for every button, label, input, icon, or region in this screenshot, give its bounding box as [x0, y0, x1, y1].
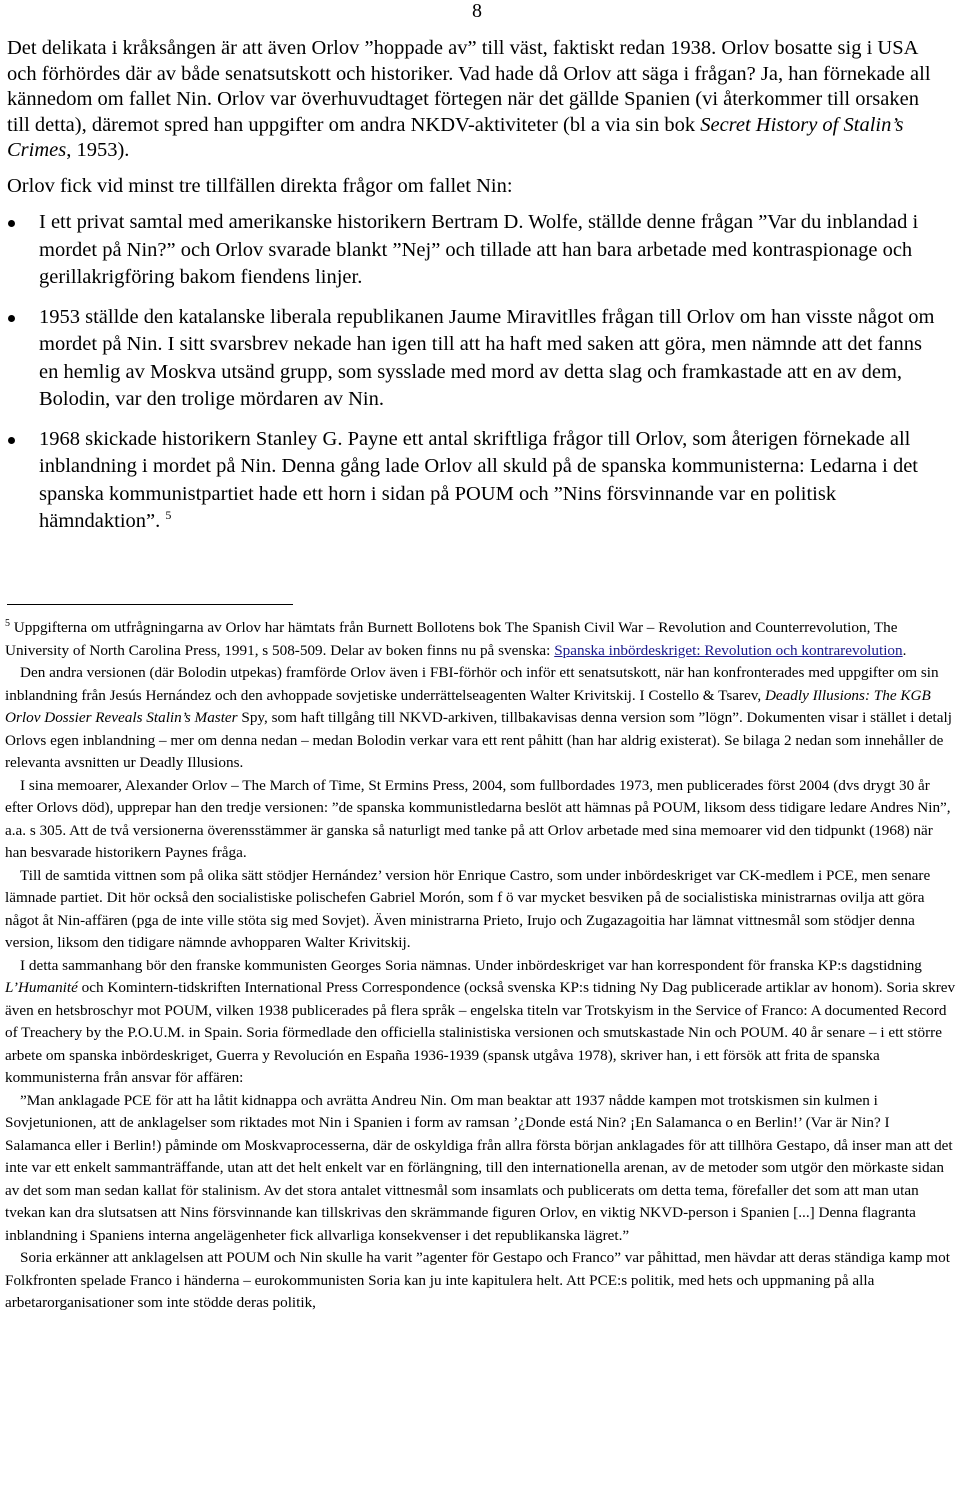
main-text: [7, 36, 943, 548]
footnote-separator: [7, 604, 293, 605]
footnote-paragraph: Till de samtida vittnen som på olika sätt stödjer Hernández’ version hör Enrique Castro, som under inbördeskriget var CK-medlem i PCE, men senare lämnade partiet. Dit hör också den socialistiske polischefen Gabriel Morón, som f ö var mycket besviken på de socialistiska ministrarnas ovilja att göra något åt Nin-affären (pga de inte ville stöta sig med Sovjet). Även ministrarna Prieto, Irujo och Zugazagoitia har lämnat vittnesmål som stödjer denna version, liksom den tidigare nämnde avhopparen Walter Krivitskij.: [5, 866, 931, 951]
intro-paragraph: Det delikata i kråksången är att även Orlov ”hoppade av” till väst, faktiskt redan 1938. Orlov bosatte sig i USA och förhördes där av både senatsutskott och historiker. Vad hade då Orlov att säga i frågan? Ja, han förnekade all kännedom om fallet Nin. Orlov var överhuvudtaget förtegen när det gällde Spanien (vi återkommer till orsaken till detta), däremot spred han uppgifter om andra NKDV-aktiviteter (bl a via sin bok Secret History of Stalin’s Crimes, 1953).: [7, 37, 931, 161]
footnote-paragraph: I sina memoarer, Alexander Orlov – The March of Time, St Ermins Press, 2004, som fullbordades 1973, men publicerades först 2004 (dvs drygt 30 år efter Orlovs död), upprepar han den tredje versionen: ”de spanska kommunistledarna beslöt att hämnas på POUM, liksom dess tidigare ledare Andres Nin”, a.a. s 305. Att de två versionerna överensstämmer är ganska så naturligt med tanke på att Orlov arbetade med sina memoarer vid den tidpunkt (1968) när han besvarade historikern Paynes fråga.: [5, 776, 951, 861]
footnote-reference[interactable]: 5: [165, 508, 172, 522]
footnote-marker: 5: [5, 618, 10, 629]
quotation-paragraph: ”Man anklagade PCE för att ha låtit kidnappa och avrätta Andreu Nin. Om man beaktar att 1937 nådde kampen mot trotskismen sin kulmen i Sovjetunionen, att de anklagelser som riktades mot Nin i Spanien i form av ramsan ’¿Donde está Nin? ¡En Salamanca o en Berlin!’ (Var är Nin? I Salamanca eller i Berlin!) påminde om Moskvaprocesserna, där de oskyldiga från allra första början anklagades för att tillhöra Gestapo, då inser man att det inte var ett enkelt sammanträffande, utan att det helt enkelt var en förlängning, till den internationella arenan, av de metoder som utgör den mörkaste sidan av det som man sedan kallat för stalinism. Av det stora antalet vittnesmål som insamlats och publicerats om detta tema, förefaller det som att man utan tvekan kan dra slutsatsen att Nins försvinnande kan tillskrivas den skrämmande figuren Orlov, en viktig NKVD-person i Spanien [...] Denna flagranta inblandning i Spaniens interna angelägenheter fick allvarliga konsekvenser i det republikanska lägret.”: [5, 1091, 953, 1244]
bullet-item-miravitlles: 1953 ställde den katalanske liberala republikanen Jaume Miravitlles frågan till Orlov om han visste något om mordet på Nin. I sitt svarsbrev nekade han igen till att ha haft med saken att göra, men nämnde att det fanns en hemlig av Moskva utsänd grupp, som sysslade med mord av detta slag och framkastade att en av dem, Bolodin, var den trolige mördaren av Nin.: [7, 304, 943, 414]
bullet-icon: [8, 437, 15, 444]
footnote-paragraph: Soria erkänner att anklagelsen att POUM och Nin skulle ha varit ”agenter för Gestapo och Franco” var påhittad, men hävdar att deras ständiga kamp mot Folkfronten spelade Franco i händerna – eurokommunisten Soria kan ju inte kapitulera helt. Att PCE:s politik, med hets och uppmaning på alla arbetarorganisationer som inte stödde deras politik,: [5, 1249, 950, 1311]
newspaper-title: L’Humanité: [5, 979, 78, 996]
bullet-list: [7, 209, 943, 536]
footnote-paragraph: I detta sammanhang bör den franske kommunisten Georges Soria nämnas. Under inbördeskriget var han korrespondent för franska KP:s dagstidning L’Humanité och Komintern-tidskriften International Press Correspondence (också svenska KP:s tidning Ny Dag publicerade artiklar av honom). Soria skrev även en hetsbroschyr mot POUM, vilken 1938 publicerades på flera språk – engelska titeln var Trotskyism in the Service of Franco: A documented Record of Treachery by the P.O.U.M. in Spain. Soria förmedlade den officiella stalinistiska versionen och smutskastade Nin och POUM. 40 år senare – i ett större arbete om spanska inbördeskriget, Guerra y Revolución en España 1936-1939 (spansk utgåva 1978), skriver han, i ett försök att frita de spanska kommunisterna från ansvar för affären:: [5, 956, 956, 1086]
book-title: Secret History of Stalin’s Crimes: [7, 113, 904, 161]
bullet-item-payne: 1968 skickade historikern Stanley G. Payne ett antal skriftliga frågor till Orlov, som återigen förnekade all inblandning i mordet på Nin. Denna gång lade Orlov all skuld på de spanska kommunisterna: Ledarna i det spanska kommunistpartiet hade ett horn i sidan på POUM och ”Nins försvinnande var en politisk hämndaktion”. $^5$: [7, 426, 943, 536]
bullet-icon: [8, 220, 15, 227]
bullet-item-wolfe: I ett privat samtal med amerikanske historikern Bertram D. Wolfe, ställde denne frågan ”Var du inblandad i mordet på Nin?” och Orlov svarade blankt ”Nej” och tillade att han bara arbetade med kontraspionage och gerillakrigföring bakom fiendens linjer.: [7, 209, 943, 292]
footnote-paragraph: Den andra versionen (där Bolodin utpekas) framförde Orlov även i FBI-förhör och inför ett senatsutskott, när han konfronterades med uppgifter om sin inblandning från Jesús Hernández och den avhoppade sovjetiske underrättelseagenten Walter Krivitskij. I Costello & Tsarev, Deadly Illusions: The KGB Orlov Dossier Reveals Stalin’s Master Spy, som haft tillgång till NKVD-arkiven, tillbakavisas denna version som ”lögn”. Dokumenten visar i stället i detalj Orlovs egen inblandning – mer om denna nedan – medan Bolodin verkar vara ett rent påhitt (han har aldrig existerat). Se bilaga 2 nedan som innehåller de relevanta avsnitten ur Deadly Illusions.: [5, 664, 952, 771]
book-link[interactable]: Spanska inbördeskriget: Revolution och kontrarevolution: [554, 641, 903, 659]
footnote-section: [5, 617, 957, 1315]
lead-in-paragraph: Orlov fick vid minst tre tillfällen direkta frågor om fallet Nin:: [7, 174, 513, 197]
book-title: Deadly Illusions: The KGB Orlov Dossier Reveals Stalin’s Master: [5, 686, 931, 726]
page-number: 8: [472, 0, 482, 22]
bullet-icon: [8, 315, 15, 322]
footnote-paragraph: $^5$ Uppgifterna om utfrågningarna av Orlov har hämtats från Burnett Bollotens bok The Spanish Civil War – Revolution and Counterrevolution, The University of North Carolina Press, 1991, s 508-509. Delar av boken finns nu på svenska: Spanska inbördeskriget: Revolution och kontrarevolution.: [5, 618, 907, 659]
